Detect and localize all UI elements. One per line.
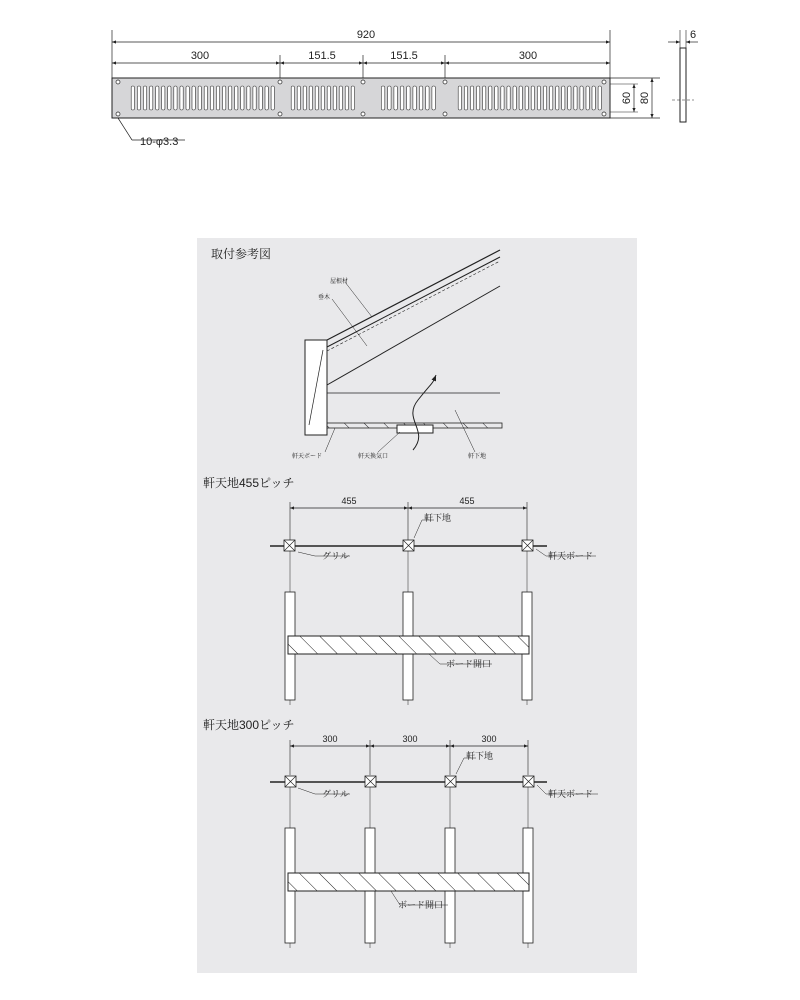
grille-slot bbox=[489, 86, 492, 110]
segment-1-label: 300 bbox=[190, 50, 210, 62]
outer-height-label: 80 bbox=[639, 91, 651, 105]
segment-4-label: 300 bbox=[518, 50, 538, 62]
screw-hole bbox=[116, 80, 120, 84]
grille-slot bbox=[598, 86, 601, 110]
grille-slot bbox=[592, 86, 595, 110]
soffit-board-label: 軒天ボード bbox=[292, 454, 323, 460]
grille-slot bbox=[507, 86, 510, 110]
grille-slot bbox=[351, 86, 354, 110]
grille-slot bbox=[495, 86, 498, 110]
grille-slot bbox=[580, 86, 583, 110]
grille-slot bbox=[345, 86, 348, 110]
grille-slot bbox=[168, 86, 171, 110]
grille-slot bbox=[291, 86, 294, 110]
grille-slot bbox=[394, 86, 398, 110]
overall-width-label: 920 bbox=[356, 29, 376, 41]
screw-hole bbox=[602, 80, 606, 84]
board-opening-label: 軒天換気口 bbox=[358, 454, 389, 460]
grille-slot bbox=[531, 86, 534, 110]
side-profile bbox=[680, 48, 686, 122]
segment-2-label: 151.5 bbox=[308, 50, 336, 62]
screw-hole bbox=[602, 112, 606, 116]
grille-slot bbox=[271, 86, 274, 110]
grille-slot bbox=[513, 86, 516, 110]
grille-slot bbox=[413, 86, 417, 110]
grille-slot bbox=[309, 86, 312, 110]
grille-slot bbox=[297, 86, 300, 110]
grille-slot bbox=[519, 86, 522, 110]
grille-slot bbox=[501, 86, 504, 110]
joist-label: 軒下地 bbox=[468, 454, 487, 460]
grille-slot bbox=[586, 86, 589, 110]
pitch-455-space-1: 455 bbox=[341, 496, 357, 506]
grille-slot bbox=[180, 86, 183, 110]
screw-hole bbox=[361, 80, 365, 84]
grille-slot bbox=[458, 86, 461, 110]
pitch-300-space-3: 300 bbox=[481, 734, 497, 744]
screw-hole bbox=[278, 80, 282, 84]
pitch-300-grille-label: グリル bbox=[322, 789, 350, 799]
grille-slot bbox=[388, 86, 392, 110]
grille-slot bbox=[407, 86, 411, 110]
grille-slot bbox=[235, 86, 238, 110]
grille-slot bbox=[131, 86, 134, 110]
grille-slot bbox=[253, 86, 256, 110]
grille-slot bbox=[321, 86, 324, 110]
grille-slot bbox=[525, 86, 528, 110]
grille-slot bbox=[210, 86, 213, 110]
grille-slot bbox=[150, 86, 153, 110]
mount-reference-title: 取付参考図 bbox=[211, 247, 272, 261]
grille-slot bbox=[259, 86, 262, 110]
screw-hole bbox=[443, 112, 447, 116]
pitch-455-title: 軒天地455ピッチ bbox=[203, 476, 295, 490]
grille-slot bbox=[426, 86, 430, 110]
grille-slot bbox=[143, 86, 146, 110]
screw-hole bbox=[278, 112, 282, 116]
pitch-455-space-2: 455 bbox=[459, 496, 475, 506]
grille-slot bbox=[550, 86, 553, 110]
grille-slot bbox=[137, 86, 140, 110]
grille-slot bbox=[464, 86, 467, 110]
pitch-455-soffit-label: 軒天ボード bbox=[548, 551, 594, 561]
grille-slot bbox=[400, 86, 404, 110]
grille-slot bbox=[537, 86, 540, 110]
rafter-label: 垂木 bbox=[318, 295, 331, 301]
grille-slot bbox=[315, 86, 318, 110]
grille-slot bbox=[247, 86, 250, 110]
grille-slot bbox=[198, 86, 201, 110]
grille-slot bbox=[574, 86, 577, 110]
grille-slot bbox=[339, 86, 342, 110]
pitch-300-space-2: 300 bbox=[402, 734, 418, 744]
grille-slot bbox=[381, 86, 385, 110]
grille-slot bbox=[419, 86, 423, 110]
grille-slot bbox=[327, 86, 330, 110]
pitch-300-title: 軒天地300ピッチ bbox=[203, 718, 295, 732]
segment-3-label: 151.5 bbox=[390, 50, 418, 62]
screw-hole bbox=[361, 112, 365, 116]
pitch-300-soffit-label: 軒天ボード bbox=[548, 789, 594, 799]
inner-height-label: 60 bbox=[621, 91, 633, 105]
pitch-300-joist-label: 軒下地 bbox=[466, 751, 494, 761]
grille-slot bbox=[241, 86, 244, 110]
grille-slot bbox=[223, 86, 226, 110]
grille-slot bbox=[562, 86, 565, 110]
grille-slot bbox=[568, 86, 571, 110]
pitch-455-grille-label: グリル bbox=[322, 551, 350, 561]
grille-slot bbox=[156, 86, 159, 110]
pitch-455-joist-label: 軒下地 bbox=[424, 513, 452, 523]
grille-slot bbox=[186, 86, 189, 110]
grille-slot bbox=[162, 86, 165, 110]
pitch-300-space-1: 300 bbox=[322, 734, 338, 744]
hole-note: 10-φ3.3 bbox=[140, 136, 179, 148]
grille-slot bbox=[216, 86, 219, 110]
screw-hole bbox=[443, 80, 447, 84]
thickness-label: 6 bbox=[690, 29, 697, 41]
pitch-455-opening-label: ボード開口 bbox=[446, 659, 492, 669]
grille-slot bbox=[192, 86, 195, 110]
grille-slot bbox=[229, 86, 232, 110]
grille-slot bbox=[432, 86, 436, 110]
grille-slot bbox=[174, 86, 177, 110]
top-view bbox=[112, 29, 698, 148]
grille-slot bbox=[543, 86, 546, 110]
grille-slot bbox=[483, 86, 486, 110]
grille-slot bbox=[477, 86, 480, 110]
grille-slot bbox=[556, 86, 559, 110]
grille-slot bbox=[204, 86, 207, 110]
screw-hole bbox=[116, 112, 120, 116]
grille-section bbox=[397, 425, 433, 433]
grille-slot bbox=[303, 86, 306, 110]
reference-panel bbox=[197, 238, 637, 973]
grille-slot bbox=[265, 86, 268, 110]
pitch-300-opening-label: ボード開口 bbox=[398, 900, 444, 910]
grille-slot bbox=[333, 86, 336, 110]
grille-slot bbox=[470, 86, 473, 110]
roof-material-label: 屋根材 bbox=[330, 279, 349, 285]
